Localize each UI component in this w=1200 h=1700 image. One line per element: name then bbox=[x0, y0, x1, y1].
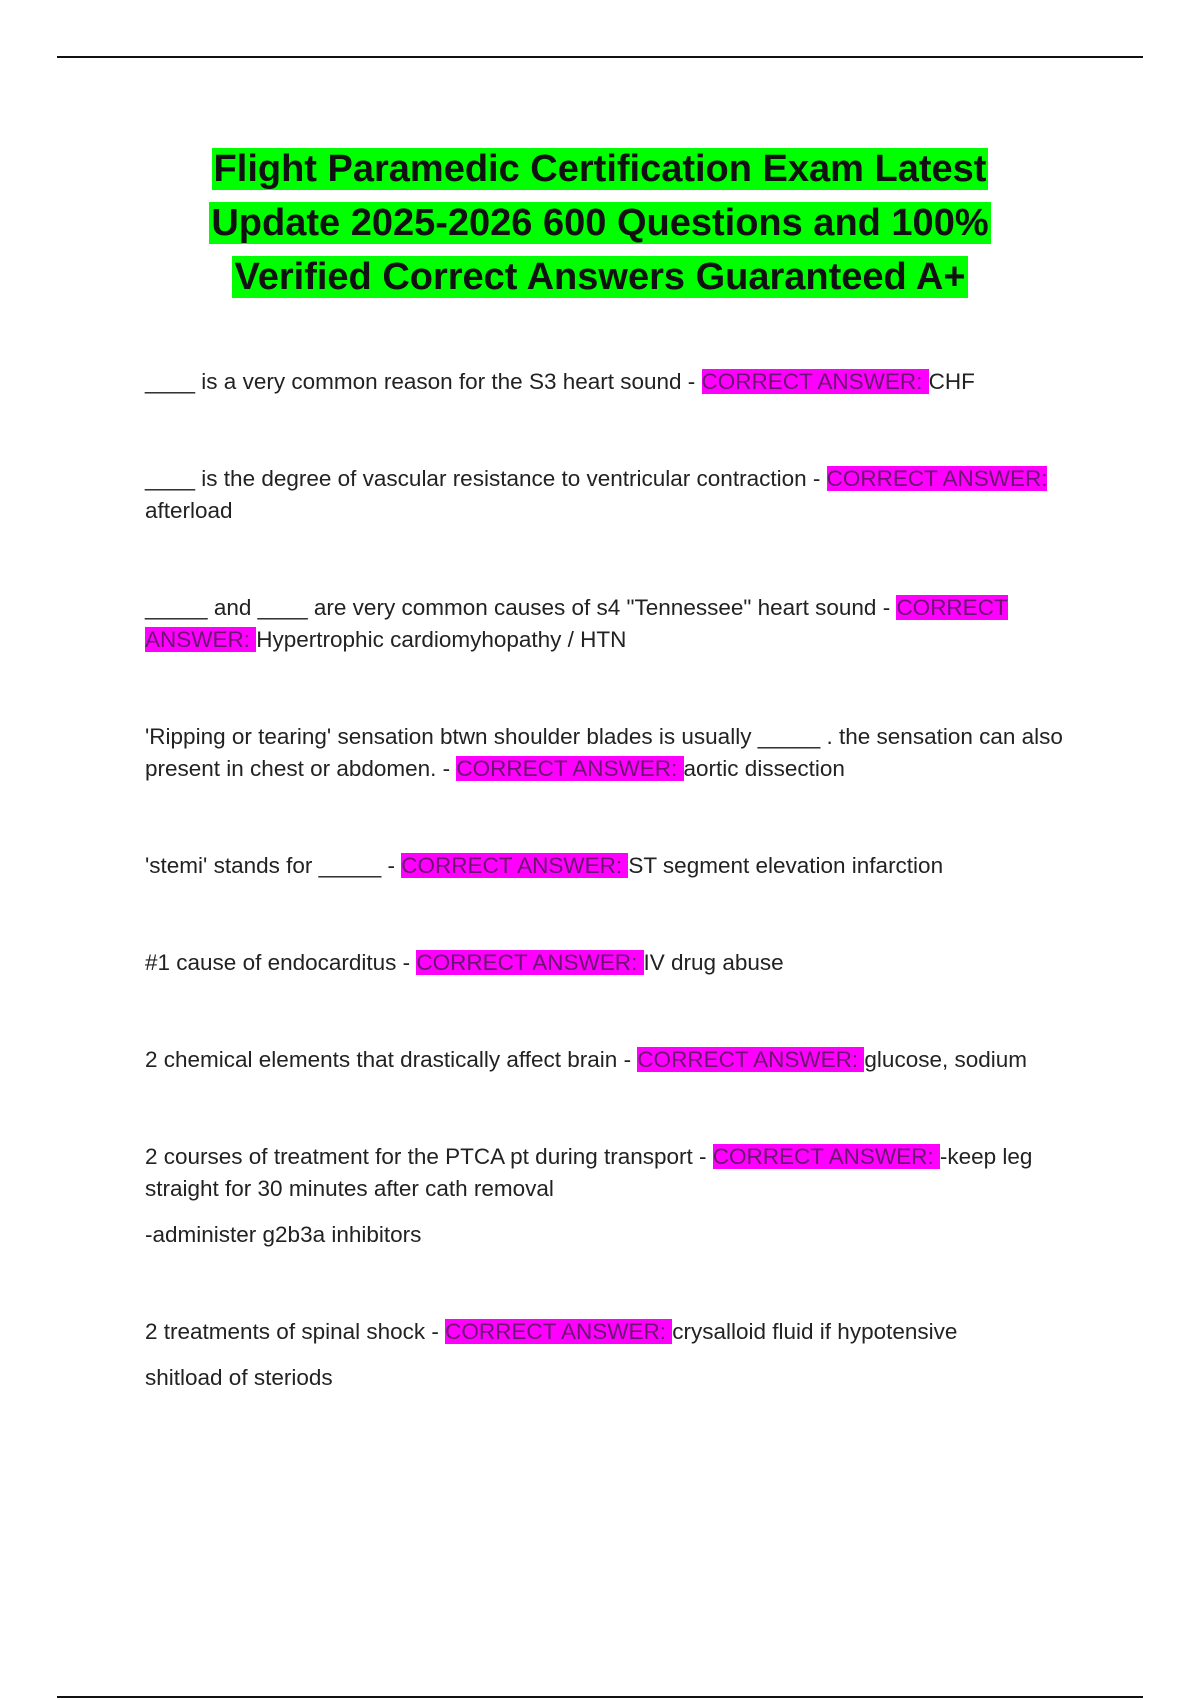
qa-item bbox=[145, 1316, 1085, 1394]
correct-answer-label: CORRECT ANSWER: bbox=[416, 950, 644, 975]
correct-answer-label: CORRECT ANSWER: bbox=[712, 1144, 940, 1169]
question-text: 'Ripping or tearing' sensation btwn shoulder blades is usually _____ . the sensation can also present in chest or abdomen. - bbox=[145, 724, 1063, 781]
qa-item bbox=[145, 850, 1085, 882]
qa-item bbox=[145, 463, 1085, 527]
answer-extra-line: shitload of steriods bbox=[145, 1365, 333, 1390]
question-text: #1 cause of endocarditus - bbox=[145, 950, 417, 975]
correct-answer-label: CORRECT ANSWER: bbox=[701, 369, 929, 394]
answer-text: crysalloid fluid if hypotensive bbox=[672, 1319, 958, 1344]
question-text: _____ and ____ are very common causes of s4 "Tennessee" heart sound - bbox=[145, 595, 897, 620]
answer-text: Hypertrophic cardiomyhopathy / HTN bbox=[256, 627, 627, 652]
title-text: Flight Paramedic Certification Exam Latest Update 2025-2026 600 Questions and 100% Verified Correct Answers Guaranteed A+ bbox=[211, 148, 989, 298]
page-top-rule bbox=[57, 56, 1143, 58]
correct-answer-label: CORRECT ANSWER: bbox=[145, 595, 1008, 652]
correct-answer-label: CORRECT ANSWER: bbox=[401, 853, 629, 878]
question-text: 2 treatments of spinal shock - bbox=[145, 1319, 446, 1344]
answer-text: IV drug abuse bbox=[643, 950, 784, 975]
answer-text: CHF bbox=[928, 369, 975, 394]
answer-text: -keep leg straight for 30 minutes after cath removal bbox=[145, 1144, 1033, 1201]
question-text: ____ is the degree of vascular resistance to ventricular contraction - bbox=[145, 466, 827, 491]
correct-answer-label: CORRECT ANSWER: bbox=[826, 466, 1048, 491]
qa-item bbox=[145, 947, 1085, 979]
qa-item bbox=[145, 366, 1085, 398]
qa-item bbox=[145, 1044, 1085, 1076]
qa-item bbox=[145, 1141, 1085, 1251]
page-bottom-rule bbox=[57, 1696, 1143, 1698]
document-title bbox=[150, 142, 1050, 304]
qa-list bbox=[145, 366, 1085, 1394]
correct-answer-label: CORRECT ANSWER: bbox=[637, 1047, 865, 1072]
answer-extra-line: -administer g2b3a inhibitors bbox=[145, 1222, 422, 1247]
qa-item bbox=[145, 592, 1085, 656]
question-text: 2 chemical elements that drastically affect brain - bbox=[145, 1047, 638, 1072]
question-text: 'stemi' stands for _____ - bbox=[145, 853, 402, 878]
answer-text: afterload bbox=[145, 498, 233, 523]
answer-text: ST segment elevation infarction bbox=[628, 853, 944, 878]
question-text: 2 courses of treatment for the PTCA pt during transport - bbox=[145, 1144, 713, 1169]
correct-answer-label: CORRECT ANSWER: bbox=[445, 1319, 673, 1344]
answer-text: glucose, sodium bbox=[864, 1047, 1028, 1072]
question-text: ____ is a very common reason for the S3 heart sound - bbox=[145, 369, 702, 394]
correct-answer-label: CORRECT ANSWER: bbox=[456, 756, 684, 781]
qa-item bbox=[145, 721, 1085, 785]
answer-text: aortic dissection bbox=[683, 756, 845, 781]
